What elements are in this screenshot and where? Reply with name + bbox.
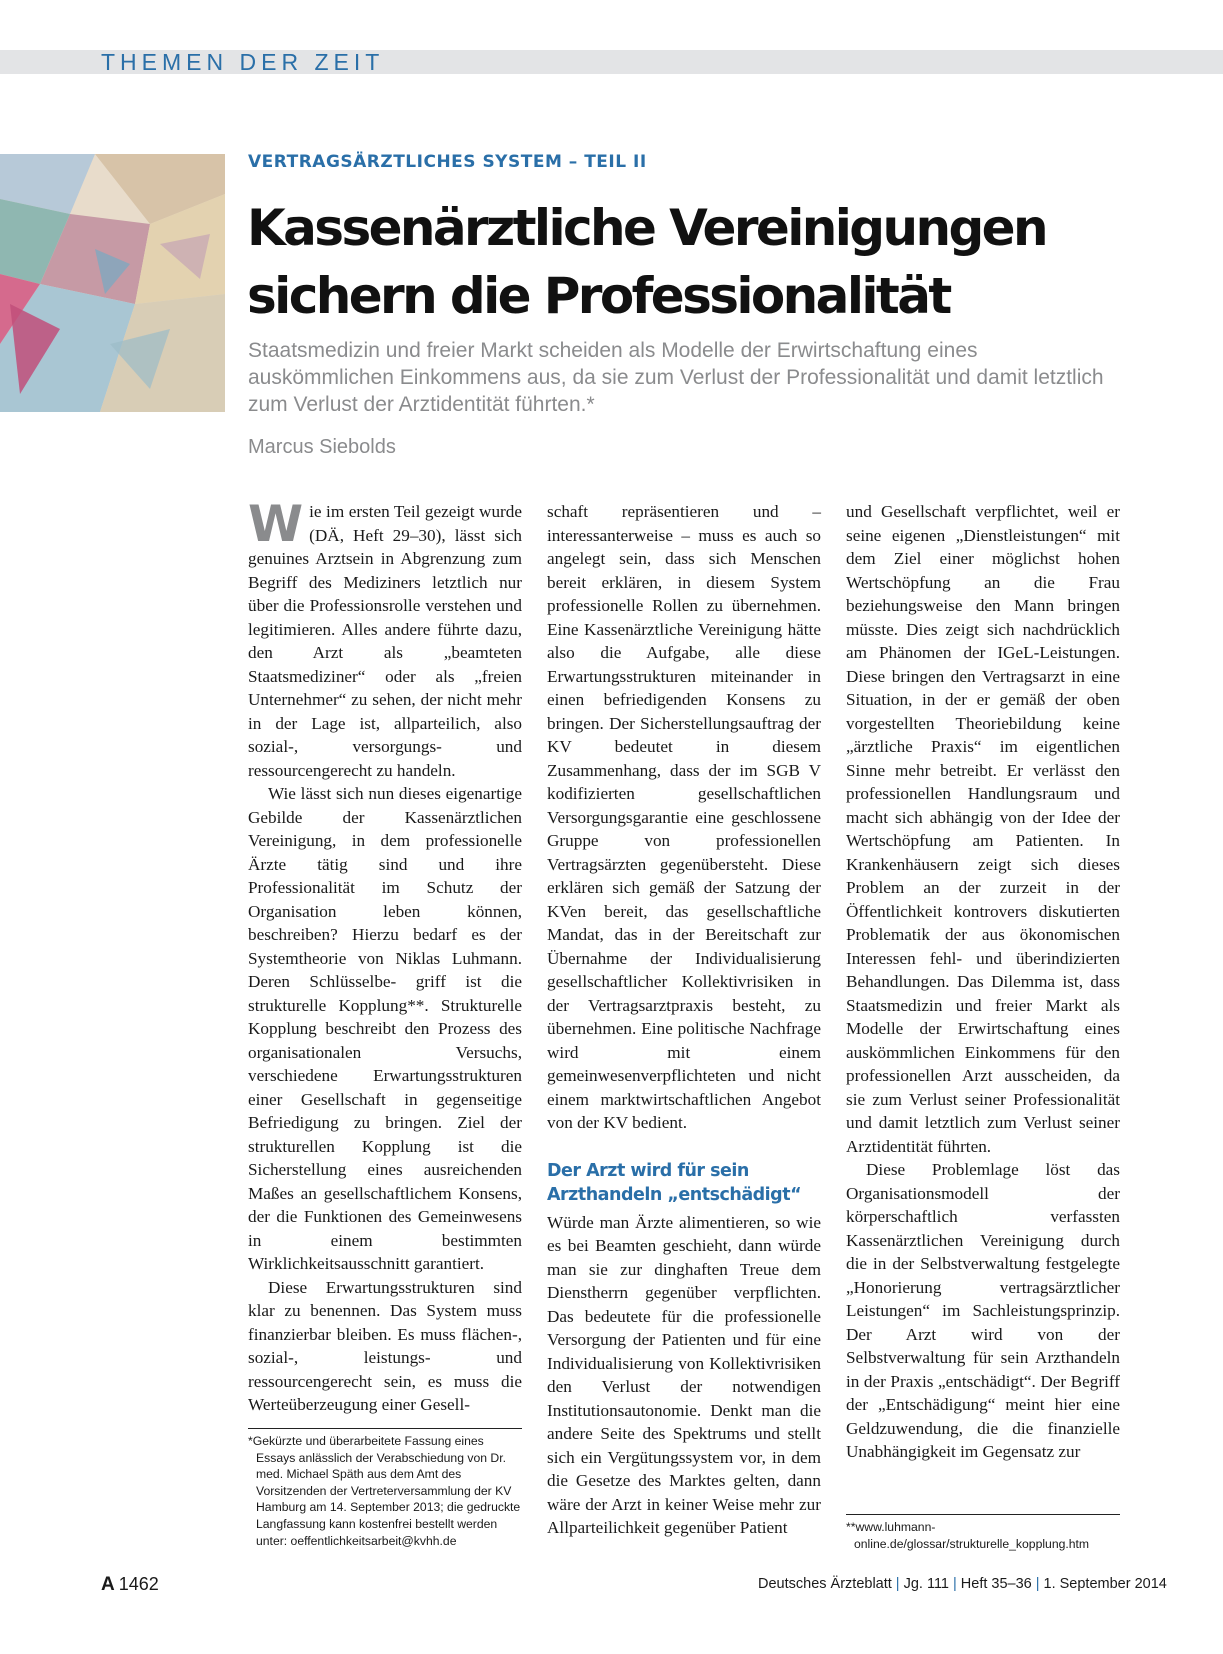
page-number: 1462	[118, 1574, 159, 1594]
paragraph: schaft repräsentieren und – interessanterweise – muss es auch so angelegt sein, dass sich Menschen bereit erklären, in diesem System professionelle Rollen zu übernehmen. Eine Kassenärztliche Vereinigung hätte also die Aufgabe, alle diese Erwartungsstrukturen miteinander in einen befriedigenden Konsens zu bringen. Der Sicherstellungsauftrag der KV bedeutet in diesem Zusammenhang, dass der im SGB V kodifizierten gesellschaftlichen Versorgungsgarantie eine geschlossene Gruppe von professionellen Vertragsärzten gegenübersteht. Diese erklären sich gemäß der Satzung der KVen bereit, das gesellschaftliche Mandat, das in der Bereitschaft zur Übernahme der Individualisierung gesellschaftlicher Kollektivrisiken in der Vertragsarztpraxis besteht, zu übernehmen. Eine politische Nachfrage wird mit einem gemeinwesenverpflichteten und nicht einem marktwirtschaftlichen Angebot von der KV bedient.	[547, 502, 821, 1132]
journal-date: 1. September 2014	[1043, 1576, 1167, 1592]
divider: |	[1035, 1576, 1040, 1592]
paragraph-text: ie im ersten Teil gezeigt wurde (DÄ, Heft 29–30), lässt sich genuines Arztsein in Abgrenzung zum Begriff des Mediziners letztlich nur über die Professionsrolle verstehen und legitimieren. Alles andere führte dazu, den Arzt als „beamteten Staatsmediziner“ oder als „freien Unternehmer“ zu sehen, der nicht mehr in der Lage ist, allparteilich, also sozial-, versorgungs- und ressourcengerecht zu handeln.	[248, 502, 522, 780]
subheading	[547, 1159, 821, 1207]
divider: |	[895, 1576, 900, 1592]
subheading-line-1: Der Arzt wird für sein	[547, 1160, 749, 1181]
journal-footer	[758, 1574, 1167, 1594]
author: Marcus Siebolds	[248, 436, 396, 458]
series-label: VERTRAGSÄRZTLICHES SYSTEM – TEIL II	[248, 152, 647, 172]
paragraph: Diese Erwartungsstrukturen sind klar zu benennen. Das System muss finanzierbar bleiben. Es muss flächen-, sozial-, leistungs- und ressourcengerecht sein, es muss die Werteüberzeugung einer Gesell-	[248, 1277, 522, 1414]
lead-paragraph: Staatsmedizin und freier Markt scheiden als Modelle der Erwirtschaftung eines auskömmlichen Einkommens aus, da sie zum Verlust der Professionalität und damit letztlich zum Verlust der Arztidentität führten.*	[248, 339, 1104, 416]
footnote-text: *Gekürzte und überarbeitete Fassung eines Essays anlässlich der Verabschiedung von Dr. med. Michael Späth aus dem Amt des Vorsitzenden der Vertreterversammlung der KV Hamburg am 14. September 2013; die gedruckte Langfassung kann kostenfrei bestellt werden unter: oeffentlichkeitsarbeit@kvhh.de	[248, 1434, 521, 1548]
paragraph: Würde man Ärzte alimentieren, so wie es bei Beamten geschieht, dann würde man sie zur dinghaften Treue dem Dienstherrn gegenüber verpflichten. Das bedeutete für die professionelle Versorgung der Patienten und für eine Individualisierung von Kollektivrisiken den Verlust der notwendigen Institutionsautonomie. Denkt man die andere Seite des Spektrums und stellt sich ein Vergütungssystem vor, in dem die Gesetze des Marktes gelten, dann wäre der Arzt in keiner Weise mehr zur Allparteilichkeit gegenüber Patient	[547, 1212, 821, 1537]
subheading-line-2: Arzthandeln „entschädigt“	[547, 1184, 802, 1205]
footnote-text: **www.luhmann-online.de/glossar/strukturelle_kopplung.htm	[846, 1520, 1090, 1551]
headline-line-2: sichern die Professionalität	[247, 267, 950, 325]
footnote-2	[846, 1514, 1120, 1552]
column-3	[846, 500, 1120, 1464]
page-prefix: A	[101, 1574, 115, 1595]
headline-line-1: Kassenärztliche Vereinigungen	[247, 199, 1046, 257]
hero-illustration	[0, 154, 225, 412]
page-folio	[101, 1572, 159, 1597]
journal-volume: Jg. 111	[903, 1576, 949, 1592]
column-1	[248, 495, 522, 1417]
column-2	[547, 500, 821, 1540]
paragraph: Wie lässt sich nun dieses eigenartige Gebilde der Kassenärztlichen Vereinigung, in dem professionelle Ärzte tätig sind und ihre Professionalität im Schutz der Organisation leben können, beschreiben? Hierzu bedarf es der Systemtheorie von Niklas Luhmann. Deren Schlüsselbe- griff ist die strukturelle Kopplung**. Strukturelle Kopplung beschreibt den Prozess des organisationalen Versuchs, verschiedene Erwartungsstrukturen einer Gesellschaft in gegenseitige Befriedigung zu bringen. Ziel der strukturellen Kopplung ist die Sicherstellung eines ausreichenden Maßes an gesellschaftlichem Konsens, der die Funktionen des Gemeinwesens in einem bestimmten Wirklichkeitsausschnitt garantiert.	[248, 784, 522, 1273]
journal-issue: Heft 35–36	[960, 1576, 1032, 1592]
journal-name: Deutsches Ärzteblatt	[758, 1576, 892, 1592]
footnote-1	[248, 1428, 522, 1549]
paragraph: und Gesellschaft verpflichtet, weil er seine eigenen „Dienstleistungen“ mit dem Ziel einer möglichst hohen Wertschöpfung an die Frau beziehungsweise den Mann bringen müsste. Dies zeigt sich nachdrücklich am Phänomen der IGeL-Leistungen. Diese bringen den Vertragsarzt in eine Situation, in der er gemäß der oben vorgestellten Theoriebildung keine „ärztliche Praxis“ im eigentlichen Sinne mehr betreibt. Er verlässt den professionellen Handlungsraum und macht sich abhängig von der Idee der Wertschöpfung am Patienten. In Krankenhäusern zeigt sich dieses Problem an der zurzeit in der Öffentlichkeit kontrovers diskutierten Problematik der aus ökonomischen Interessen fehl- und überindizierten Behandlungen. Das Dilemma ist, dass Staatsmedizin und freier Markt als Modelle der Erwirtschaftung eines auskömmlichen Einkommens für den professionellen Arzt ausscheiden, da sie zum Verlust seiner Professionalität und damit letztlich zum Verlust seiner Arztidentität führten.	[846, 502, 1120, 1156]
paragraph: Diese Problemlage löst das Organisationsmodell der körperschaftlich verfassten Kassenärztlichen Vereinigung durch die in der Selbstverwaltung festgelegte „Honorierung vertragsärztlicher Leistungen“ im Sachleistungsprinzip. Der Arzt wird von der Selbstverwaltung für sein Arzthandeln in der Praxis „entschädigt“. Der Begriff der „Entschädigung“ meint hier eine Geldzuwendung, die die finanzielle Unabhängigkeit im Gegensatz zur	[846, 1160, 1120, 1461]
divider: |	[953, 1576, 957, 1592]
drop-cap: W	[248, 495, 304, 553]
paragraph	[248, 495, 522, 782]
headline	[247, 194, 1046, 330]
section-title: THEMEN DER ZEIT	[101, 49, 385, 75]
